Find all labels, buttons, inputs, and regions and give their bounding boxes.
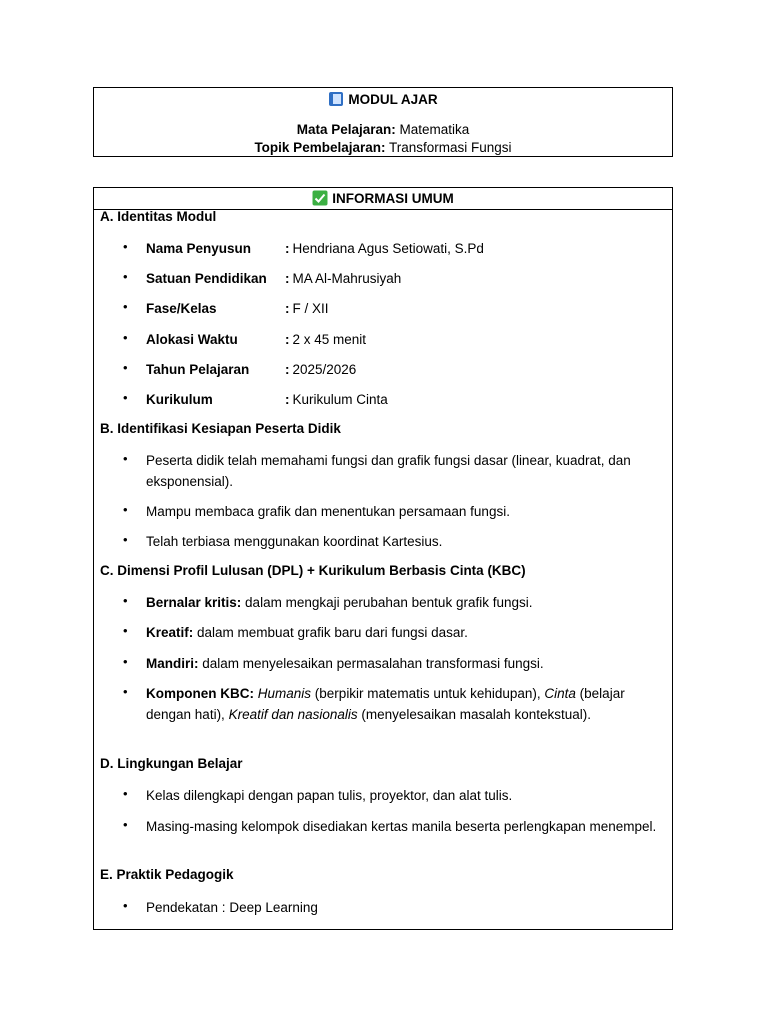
identity-row: Tahun Pelajaran : 2025/2026: [146, 362, 357, 377]
section-c-heading: C. Dimensi Profil Lulusan (DPL) + Kurikulum Berbasis Cinta (KBC): [100, 563, 526, 578]
bullet: •: [123, 239, 128, 254]
identity-row: Fase/Kelas : F / XII: [146, 301, 329, 316]
bullet: •: [123, 390, 128, 405]
list-item: Mampu membaca grafik dan menentukan persamaan fungsi.: [146, 504, 510, 519]
list-item: Peserta didik telah memahami fungsi dan grafik fungsi dasar (linear, kuadrat, dan eksponensial).: [146, 453, 631, 489]
section-b-heading: B. Identifikasi Kesiapan Peserta Didik: [100, 421, 341, 436]
bullet: •: [123, 330, 128, 345]
bullet: •: [123, 654, 128, 669]
bullet: •: [123, 532, 128, 547]
bullet: •: [123, 360, 128, 375]
section-a-heading: A. Identitas Modul: [100, 209, 217, 224]
list-item-kbc: Komponen KBC: Humanis (berpikir matematis untuk kehidupan), Cinta (belajar dengan hati), Kreatif dan nasionalis (menyelesaikan masalah kontekstual).: [146, 686, 625, 722]
list-item: Kelas dilengkapi dengan papan tulis, proyektor, dan alat tulis.: [146, 788, 513, 803]
general-info-title: INFORMASI UMUM: [94, 188, 672, 210]
list-item: Kreatif: dalam membuat grafik baru dari fungsi dasar.: [146, 625, 468, 640]
check-icon: [312, 190, 328, 206]
identity-row: Satuan Pendidikan : MA Al-Mahrusiyah: [146, 271, 402, 286]
bullet: •: [123, 898, 128, 913]
list-item: Masing-masing kelompok disediakan kertas manila beserta perlengkapan menempel.: [146, 819, 657, 834]
list-item: Pendekatan : Deep Learning: [146, 900, 318, 915]
identity-row: Kurikulum : Kurikulum Cinta: [146, 392, 388, 407]
list-item: Bernalar kritis: dalam mengkaji perubahan bentuk grafik fungsi.: [146, 595, 533, 610]
bullet: •: [123, 299, 128, 314]
bullet: •: [123, 817, 128, 832]
section-e-heading: E. Praktik Pedagogik: [100, 867, 234, 882]
topic-line: Topik Pembelajaran: Transformasi Fungsi: [254, 140, 512, 155]
list-item: Mandiri: dalam menyelesaikan permasalahan transformasi fungsi.: [146, 656, 544, 671]
list-item: Telah terbiasa menggunakan koordinat Kartesius.: [146, 534, 443, 549]
bullet: •: [123, 502, 128, 517]
bullet: •: [123, 593, 128, 608]
bullet: •: [123, 623, 128, 638]
bullet: •: [123, 451, 128, 466]
general-info-box: [93, 187, 673, 930]
identity-row: Nama Penyusun : Hendriana Agus Setiowati, S.Pd: [146, 241, 484, 256]
module-title: MODUL AJAR: [94, 91, 672, 107]
bullet: •: [123, 786, 128, 801]
bullet: •: [123, 269, 128, 284]
bullet: •: [123, 684, 128, 699]
module-header-box: [93, 87, 673, 157]
section-d-heading: D. Lingkungan Belajar: [100, 756, 243, 771]
subject-line: Mata Pelajaran: Matematika: [296, 122, 470, 137]
book-icon: [328, 91, 344, 107]
identity-row: Alokasi Waktu : 2 x 45 menit: [146, 332, 367, 347]
